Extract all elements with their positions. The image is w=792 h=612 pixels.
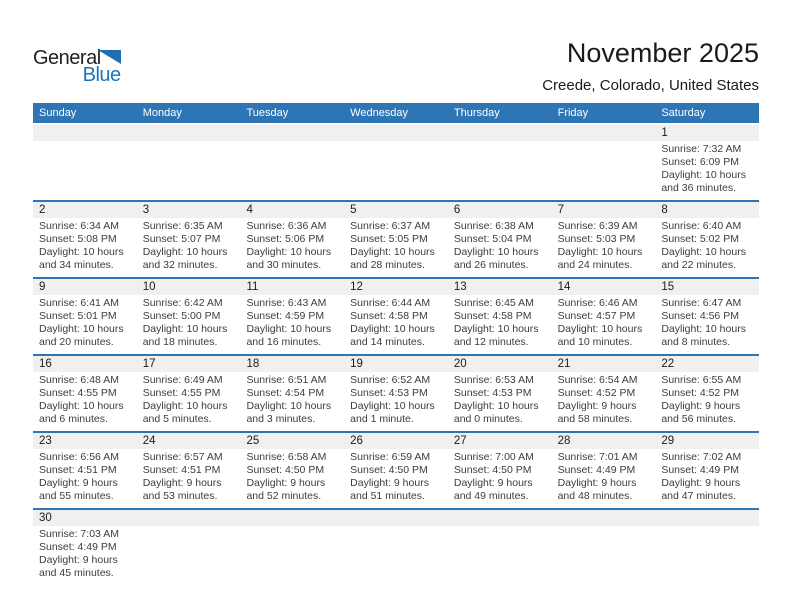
day-details [552,372,656,430]
sunset-text: Sunset: 4:51 PM [39,464,117,476]
daylight-text: Daylight: 9 hours [661,400,741,412]
daylight-text-cont: and 3 minutes. [246,413,316,425]
daylight-text-cont: and 52 minutes. [246,490,322,502]
daylight-text: Daylight: 10 hours [246,246,332,258]
sunrise-text: Sunrise: 6:58 AM [246,451,327,463]
daylight-text-cont: and 55 minutes. [39,490,114,502]
daylight-text-cont: and 6 minutes. [39,413,108,425]
daylight-text: Daylight: 10 hours [350,400,435,412]
sunset-text: Sunset: 4:55 PM [39,387,117,399]
day-details [33,526,137,584]
day-cell [448,279,552,354]
empty-day-cell [552,125,656,200]
daylight-text: Daylight: 9 hours [39,477,118,489]
day-details [33,295,137,353]
logo-text-general: General [33,47,101,69]
empty-day-cell [137,125,241,200]
daylight-text-cont: and 48 minutes. [557,490,633,502]
day-number [448,125,552,141]
sunset-text: Sunset: 5:08 PM [39,233,117,245]
day-details [552,449,656,507]
daylight-text: Daylight: 10 hours [39,323,124,335]
empty-day-cell [655,510,759,585]
day-cell [240,356,344,431]
sunrise-text: Sunrise: 6:49 AM [142,374,223,386]
day-details [552,141,656,147]
day-cell [655,125,759,200]
daylight-text: Daylight: 9 hours [661,477,741,489]
day-number [344,510,448,526]
logo-triangle-icon [98,50,121,64]
daylight-text-cont: and 47 minutes. [661,490,737,502]
empty-day-cell [240,510,344,585]
sunrise-text: Sunrise: 6:51 AM [246,374,327,386]
week-row [33,200,759,277]
calendar-table [33,103,759,585]
sunset-text: Sunset: 4:55 PM [142,387,221,399]
day-number: 4 [240,202,344,218]
sunrise-text: Sunrise: 6:38 AM [453,220,534,232]
day-details [655,141,759,199]
day-details [137,526,241,532]
day-number [240,125,344,141]
sunrise-text: Sunrise: 6:52 AM [350,374,431,386]
daylight-text: Daylight: 10 hours [246,323,332,335]
day-cell [240,433,344,508]
day-number [448,510,552,526]
daylight-text: Daylight: 10 hours [453,246,539,258]
daylight-text-cont: and 14 minutes. [350,336,425,348]
day-number: 28 [552,433,656,449]
day-details [552,218,656,276]
day-number: 26 [344,433,448,449]
title-block [542,38,759,94]
day-details [344,449,448,507]
day-number [33,125,137,141]
day-cell [344,202,448,277]
daylight-text: Daylight: 9 hours [142,477,222,489]
day-number: 12 [344,279,448,295]
day-details [240,372,344,430]
day-number: 7 [552,202,656,218]
sunset-text: Sunset: 4:54 PM [246,387,325,399]
day-number [552,125,656,141]
sunrise-text: Sunrise: 6:40 AM [661,220,742,232]
daylight-text-cont: and 12 minutes. [453,336,529,348]
day-number: 27 [448,433,552,449]
sunrise-text: Sunrise: 6:42 AM [142,297,223,309]
daylight-text: Daylight: 9 hours [557,400,637,412]
daylight-text: Daylight: 9 hours [350,477,429,489]
day-cell [33,433,137,508]
sunrise-text: Sunrise: 6:43 AM [246,297,327,309]
week-row [33,354,759,431]
daylight-text-cont: and 58 minutes. [557,413,633,425]
daylight-text: Daylight: 10 hours [350,323,435,335]
daylight-text-cont: and 24 minutes. [557,259,633,271]
daylight-text: Daylight: 9 hours [557,477,637,489]
general-blue-logo [33,47,121,86]
day-details [655,526,759,532]
daylight-text: Daylight: 10 hours [661,169,746,181]
day-number [240,510,344,526]
day-details [448,295,552,353]
daylight-text-cont: and 28 minutes. [350,259,425,271]
sunrise-text: Sunrise: 6:55 AM [661,374,742,386]
day-cell [137,356,241,431]
daylight-text: Daylight: 10 hours [453,323,539,335]
sunrise-text: Sunrise: 6:53 AM [453,374,534,386]
day-cell [552,279,656,354]
day-cell [33,279,137,354]
daylight-text-cont: and 1 minute. [350,413,414,425]
sunrise-text: Sunrise: 7:02 AM [661,451,742,463]
empty-day-cell [448,510,552,585]
sunrise-text: Sunrise: 6:35 AM [142,220,223,232]
day-details [448,372,552,430]
day-cell [344,356,448,431]
day-number: 22 [655,356,759,372]
weekday-label-monday: Monday [142,107,182,119]
daylight-text-cont: and 26 minutes. [453,259,529,271]
day-details [240,141,344,147]
day-details [240,218,344,276]
day-details [344,218,448,276]
sunset-text: Sunset: 5:01 PM [39,310,117,322]
sunset-text: Sunset: 4:50 PM [453,464,532,476]
daylight-text: Daylight: 9 hours [39,554,118,566]
daylight-text-cont: and 10 minutes. [557,336,633,348]
page-header [0,0,792,94]
daylight-text-cont: and 53 minutes. [142,490,218,502]
location-subtitle: Creede, Colorado, United States [542,77,759,94]
empty-day-cell [137,510,241,585]
day-details [137,295,241,353]
day-cell [344,433,448,508]
sunrise-text: Sunrise: 6:34 AM [39,220,119,232]
week-row [33,277,759,354]
day-number: 25 [240,433,344,449]
day-cell [33,202,137,277]
sunrise-text: Sunrise: 6:39 AM [557,220,638,232]
day-number: 21 [552,356,656,372]
day-cell [552,356,656,431]
sunrise-text: Sunrise: 7:03 AM [39,528,119,540]
day-cell [552,202,656,277]
day-details [344,295,448,353]
sunrise-text: Sunrise: 6:36 AM [246,220,327,232]
daylight-text: Daylight: 10 hours [39,246,124,258]
day-cell [137,202,241,277]
weekday-label-wednesday: Wednesday [350,107,409,119]
sunset-text: Sunset: 4:51 PM [142,464,221,476]
day-details [137,372,241,430]
day-number: 5 [344,202,448,218]
daylight-text-cont: and 56 minutes. [661,413,737,425]
weekday-label-tuesday: Tuesday [246,107,289,119]
daylight-text-cont: and 36 minutes. [661,182,737,194]
day-details [448,218,552,276]
day-number: 17 [137,356,241,372]
sunset-text: Sunset: 5:06 PM [246,233,325,245]
sunrise-text: Sunrise: 7:32 AM [661,143,742,155]
day-details [344,141,448,147]
sunrise-text: Sunrise: 6:37 AM [350,220,431,232]
daylight-text: Daylight: 10 hours [661,323,746,335]
weekday-header-row [33,103,759,123]
daylight-text-cont: and 22 minutes. [661,259,737,271]
day-number: 2 [33,202,137,218]
day-details [33,218,137,276]
day-details [655,449,759,507]
day-number [344,125,448,141]
day-details [33,372,137,430]
day-cell [655,202,759,277]
daylight-text-cont: and 30 minutes. [246,259,322,271]
day-number: 15 [655,279,759,295]
sunrise-text: Sunrise: 6:45 AM [453,297,534,309]
day-details [240,449,344,507]
day-details [137,141,241,147]
sunset-text: Sunset: 4:50 PM [246,464,325,476]
day-number: 13 [448,279,552,295]
calendar-grid [33,123,759,585]
day-number: 19 [344,356,448,372]
weekday-label-friday: Friday [557,107,589,119]
daylight-text: Daylight: 10 hours [142,400,228,412]
day-details [33,449,137,507]
day-number: 3 [137,202,241,218]
day-details [344,526,448,532]
empty-day-cell [33,125,137,200]
sunset-text: Sunset: 4:49 PM [557,464,636,476]
day-cell [33,510,137,585]
weekday-label-thursday: Thursday [453,107,500,119]
sunset-text: Sunset: 4:53 PM [350,387,428,399]
day-details [240,526,344,532]
sunset-text: Sunset: 4:49 PM [39,541,117,553]
daylight-text-cont: and 5 minutes. [142,413,212,425]
sunset-text: Sunset: 4:57 PM [557,310,636,322]
day-details [344,372,448,430]
day-cell [137,433,241,508]
daylight-text: Daylight: 10 hours [350,246,435,258]
day-number: 24 [137,433,241,449]
sunrise-text: Sunrise: 7:00 AM [453,451,534,463]
sunset-text: Sunset: 5:00 PM [142,310,221,322]
day-number [137,125,241,141]
day-details [33,141,137,147]
sunset-text: Sunset: 4:59 PM [246,310,325,322]
day-cell [344,279,448,354]
sunrise-text: Sunrise: 6:41 AM [39,297,119,309]
daylight-text-cont: and 8 minutes. [661,336,731,348]
daylight-text: Daylight: 10 hours [661,246,746,258]
day-number: 20 [448,356,552,372]
day-cell [448,202,552,277]
daylight-text-cont: and 45 minutes. [39,567,114,579]
daylight-text-cont: and 34 minutes. [39,259,114,271]
day-number [137,510,241,526]
day-number: 11 [240,279,344,295]
empty-day-cell [344,510,448,585]
week-row [33,123,759,200]
sunset-text: Sunset: 5:03 PM [557,233,636,245]
daylight-text: Daylight: 9 hours [453,477,533,489]
day-details [240,295,344,353]
sunset-text: Sunset: 4:49 PM [661,464,739,476]
sunrise-text: Sunrise: 6:57 AM [142,451,223,463]
sunset-text: Sunset: 4:58 PM [350,310,428,322]
sunset-text: Sunset: 4:50 PM [350,464,428,476]
empty-day-cell [344,125,448,200]
day-cell [448,433,552,508]
sunrise-text: Sunrise: 6:54 AM [557,374,638,386]
sunrise-text: Sunrise: 6:47 AM [661,297,742,309]
daylight-text-cont: and 32 minutes. [142,259,218,271]
day-number: 1 [655,125,759,141]
day-details [448,449,552,507]
daylight-text: Daylight: 10 hours [39,400,124,412]
sunset-text: Sunset: 4:52 PM [557,387,636,399]
weekday-label-sunday: Sunday [39,107,77,119]
sunset-text: Sunset: 4:56 PM [661,310,739,322]
day-cell [33,356,137,431]
day-details [552,526,656,532]
day-details [655,372,759,430]
day-cell [655,356,759,431]
sunset-text: Sunset: 5:02 PM [661,233,739,245]
day-details [655,218,759,276]
daylight-text-cont: and 51 minutes. [350,490,425,502]
sunrise-text: Sunrise: 6:44 AM [350,297,431,309]
day-details [655,295,759,353]
daylight-text: Daylight: 10 hours [557,323,643,335]
day-cell [448,356,552,431]
daylight-text-cont: and 0 minutes. [453,413,523,425]
day-cell [137,279,241,354]
day-cell [240,279,344,354]
sunrise-text: Sunrise: 6:48 AM [39,374,119,386]
day-number: 8 [655,202,759,218]
day-details [137,218,241,276]
day-cell [655,279,759,354]
day-number: 14 [552,279,656,295]
month-title: November 2025 [566,38,759,68]
empty-day-cell [240,125,344,200]
daylight-text: Daylight: 10 hours [246,400,332,412]
day-details [448,141,552,147]
day-number: 10 [137,279,241,295]
sunset-text: Sunset: 5:07 PM [142,233,221,245]
day-number: 23 [33,433,137,449]
daylight-text: Daylight: 10 hours [453,400,539,412]
week-row [33,508,759,585]
day-details [552,295,656,353]
sunset-text: Sunset: 5:05 PM [350,233,428,245]
sunset-text: Sunset: 5:04 PM [453,233,532,245]
daylight-text: Daylight: 10 hours [142,323,228,335]
sunrise-text: Sunrise: 6:59 AM [350,451,431,463]
daylight-text: Daylight: 10 hours [557,246,643,258]
day-details [137,449,241,507]
daylight-text: Daylight: 10 hours [142,246,228,258]
day-number: 18 [240,356,344,372]
logo-text-blue: Blue [82,64,121,86]
week-row [33,431,759,508]
day-details [448,526,552,532]
empty-day-cell [552,510,656,585]
sunset-text: Sunset: 4:58 PM [453,310,532,322]
sunrise-text: Sunrise: 6:56 AM [39,451,119,463]
day-cell [655,433,759,508]
sunset-text: Sunset: 4:53 PM [453,387,532,399]
day-number: 9 [33,279,137,295]
sunrise-text: Sunrise: 6:46 AM [557,297,638,309]
sunset-text: Sunset: 6:09 PM [661,156,739,168]
day-number [655,510,759,526]
daylight-text-cont: and 18 minutes. [142,336,218,348]
day-number: 16 [33,356,137,372]
empty-day-cell [448,125,552,200]
daylight-text-cont: and 16 minutes. [246,336,322,348]
day-number: 29 [655,433,759,449]
day-number: 6 [448,202,552,218]
day-number [552,510,656,526]
day-cell [552,433,656,508]
daylight-text-cont: and 49 minutes. [453,490,529,502]
sunset-text: Sunset: 4:52 PM [661,387,739,399]
daylight-text: Daylight: 9 hours [246,477,326,489]
weekday-label-saturday: Saturday [661,107,706,119]
daylight-text-cont: and 20 minutes. [39,336,114,348]
sunrise-text: Sunrise: 7:01 AM [557,451,638,463]
day-cell [240,202,344,277]
day-number: 30 [33,510,137,526]
